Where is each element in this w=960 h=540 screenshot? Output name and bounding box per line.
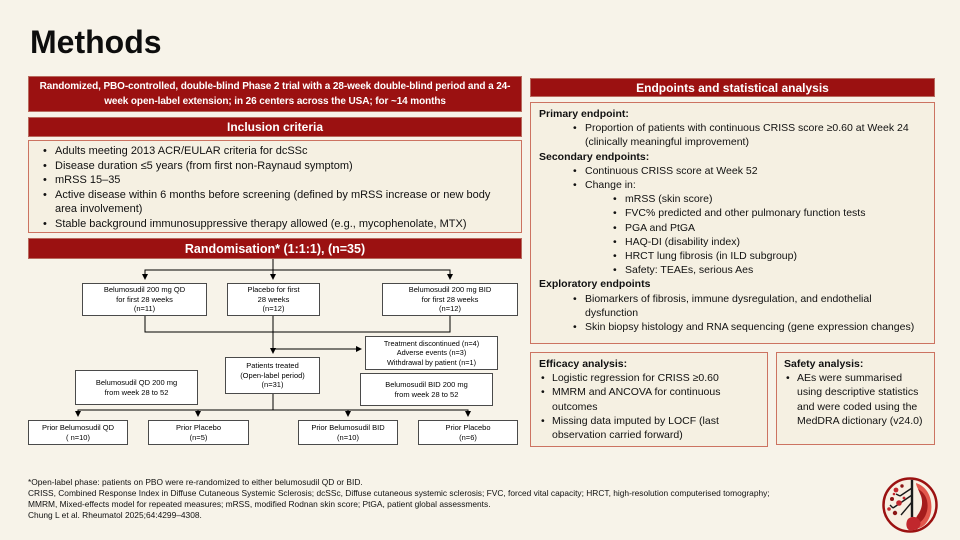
safety-analysis-label: Safety analysis: [784,358,864,370]
efficacy-analysis-box [530,352,768,447]
footnote-line: CRISS, Combined Response Index in Diffuse Cutaneous Systemic Sclerosis; dcSSc, Diffuse cutaneous systemic sclerosis; FVC, forced vital capacity; HRCT, high-resolution computerised tomography; [28,488,770,498]
inclusion-bullet: • Active disease within 6 months before screening (defined by mRSS increase or new body area involvement) [39,188,511,217]
endpoint-bullet: • Proportion of patients with continuous CRISS score ≥0.60 at Week 24 (clinically meaningful improvement) [539,121,926,149]
footnote-line: Chung L et al. Rheumatol 2025;64:4299–4308. [28,510,202,520]
inclusion-bullet: • Stable background immunosuppressive therapy allowed (e.g., mycophenolate, MTX) [39,217,511,232]
flow-box-line: for first 28 weeks [421,294,479,304]
endpoint-bullet: • Skin biopsy histology and RNA sequencing (gene expression changes) [539,320,926,334]
inclusion-bullet: • Disease duration ≤5 years (from first non-Raynaud symptom) [39,159,511,174]
endpoint-sub-bullet: • HRCT lung fibrosis (in ILD subgroup) [539,249,926,263]
flow-box-line: (Open-label period) [240,370,305,380]
flow-box-prior-belumosudil-bid [298,420,398,445]
flow-box-line: Prior Belumosudil BID [311,422,385,432]
flow-box-line: (n=11) [133,304,156,314]
flow-box-belumosudil-qd [82,283,207,316]
endpoint-bullet: • Continuous CRISS score at Week 52 [539,164,926,178]
flow-box-line: from week 28 to 52 [394,389,459,399]
flow-box-line: for first 28 weeks [116,294,173,304]
flow-box-bid-extension [360,373,493,406]
flow-box-line: 28 weeks [257,294,290,304]
endpoint-sub-bullet: • FVC% predicted and other pulmonary function tests [539,206,926,220]
flow-box-line: Placebo for first [247,284,300,294]
flow-box-line: Patients treated [246,360,299,370]
flow-box-line: Treatment discontinued (n=4) [383,338,480,348]
endpoints-box [530,102,935,344]
safety-bullet: • AEs were summarised using descriptive statistics and were coded using the MedDRA dictionary (v24.0) [784,371,927,428]
endpoint-sub-bullet: • PGA and PtGA [539,221,926,235]
flow-box-line: from week 28 to 52 [104,387,169,397]
flow-box-line: Belumosudil BID 200 mg [385,379,468,389]
flow-box-line: (n=5) [189,432,208,442]
flow-box-prior-belumosudil-qd [28,420,128,445]
safety-analysis-box [776,352,935,445]
flow-box-line: (n=31) [261,380,284,390]
flow-box-line: Withdrawal by patient (n=1) [386,357,477,367]
flow-box-line: Adverse events (n=3) [396,348,467,358]
endpoint-sub-bullet: • mRSS (skin score) [539,192,926,206]
lungs-emblem-icon [880,475,940,535]
endpoint-sub-bullet: • HAQ-DI (disability index) [539,235,926,249]
flow-box-line: Belumosudil 200 mg BID [408,284,492,294]
flow-box-line: Belumosudil 200 mg QD [103,284,186,294]
randomisation-header: Randomisation* (1:1:1), (n=35) [28,238,522,259]
efficacy-bullet: • Missing data imputed by LOCF (last observation carried forward) [539,414,759,442]
endpoint-bullet: • Biomarkers of fibrosis, immune dysregulation, and endothelial dysfunction [539,292,926,320]
flow-box-placebo [227,283,320,316]
flow-box-line: Prior Belumosudil QD [41,422,115,432]
flow-box-prior-placebo-bid [418,420,518,445]
flow-box-open-label-patients [225,357,320,394]
flow-box-line: (n=12) [262,304,285,314]
page-title: Methods [30,24,162,60]
inclusion-bullet: • mRSS 15–35 [39,173,511,188]
endpoint-sub-bullet: • Safety: TEAEs, serious Aes [539,263,926,277]
flow-box-line: (n=6) [459,432,477,442]
footnote-line: *Open-label phase: patients on PBO were re-randomized to either belumosudil QD or BID. [28,477,363,487]
inclusion-criteria-header: Inclusion criteria [28,117,522,137]
flow-box-belumosudil-bid [382,283,518,316]
inclusion-criteria-box [28,140,522,233]
efficacy-bullet: • Logistic regression for CRISS ≥0.60 [539,371,759,385]
flow-box-line: ( n=10) [66,432,90,442]
flow-box-line: Belumosudil QD 200 mg [95,377,178,387]
inclusion-bullet: • Adults meeting 2013 ACR/EULAR criteria for dcSSc [39,144,511,159]
primary-endpoint-label: Primary endpoint: [539,108,629,120]
flow-box-qd-extension [75,370,198,405]
efficacy-bullet: • MMRM and ANCOVA for continuous outcomes [539,385,759,413]
exploratory-endpoints-label: Exploratory endpoints [539,278,651,291]
footnote-line: MMRM, Mixed-effects model for repeated measures; mRSS, modified Rodnan skin score; PtGA, patient global assessments. [28,499,491,509]
endpoint-bullet: • Change in: [539,178,926,192]
trial-design-banner: Randomized, PBO-controlled, double-blind Phase 2 trial with a 28-week double-blind period and a 24-week open-label extension; in 26 centers across the USA; for ~14 months [28,76,522,112]
secondary-endpoints-label: Secondary endpoints: [539,150,650,163]
flow-box-line: (n=12) [439,304,461,314]
flow-box-prior-placebo-qd [148,420,249,445]
efficacy-analysis-label: Efficacy analysis: [539,358,628,370]
flow-box-line: (n=10) [337,432,359,442]
flow-box-treatment-discontinued [365,336,498,370]
endpoints-header: Endpoints and statistical analysis [530,78,935,97]
flow-box-line: Prior Placebo [175,422,222,432]
flow-box-line: Prior Placebo [445,422,491,432]
footnotes [28,477,770,521]
